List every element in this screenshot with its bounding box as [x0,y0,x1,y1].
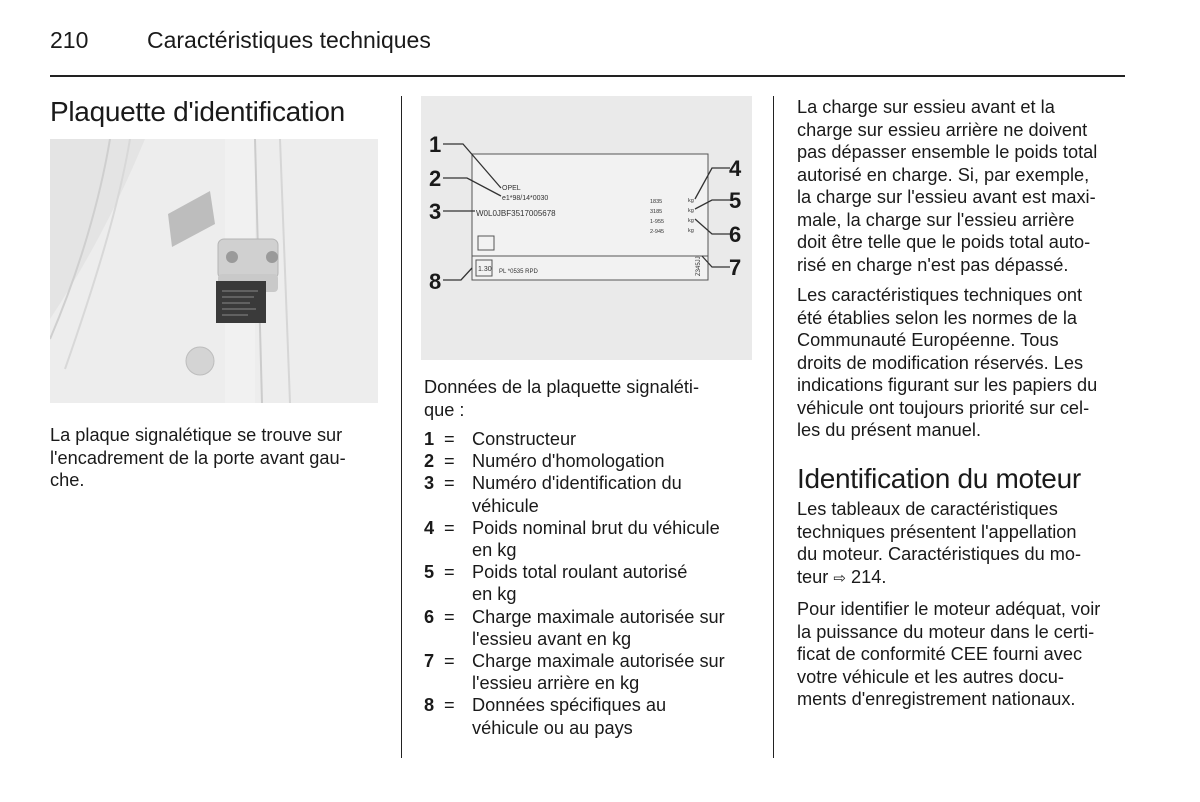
text-line: Données de la plaquette signaléti- [424,377,700,397]
callout-5: 5 [729,188,742,213]
text-line: Poids nominal brut du véhicule [472,517,720,538]
plate-weight-1: 1835 [650,199,663,205]
plate-legend [424,428,764,739]
engine-id-paragraphs [797,498,1132,711]
door-frame-photo [50,139,378,403]
text-line: droits de modification réservés. Les [797,352,1084,373]
text-line: été établies selon les normes de la [797,307,1078,328]
text-line: che. [50,470,85,490]
legend-number: 7 [424,651,435,672]
legend-description [472,428,764,450]
header-rule [50,75,1125,77]
legend-number: 2 [424,451,435,472]
axle-load-paragraphs [797,96,1132,442]
callout-6: 6 [729,222,742,247]
text-line: Les tableaux de caractéristiques [797,499,1058,519]
plate-unit-2: kg [688,208,694,214]
plate-weight-2: 3185 [650,209,663,215]
page-reference-arrow-icon[interactable]: ⇨ [833,569,846,587]
text-line: Données spécifiques au [472,695,667,716]
text-line: Communauté Européenne. Tous [797,330,1059,350]
legend-description [472,561,764,605]
column-divider-2 [773,96,774,758]
text-line: Poids total roulant autorisé [472,562,688,583]
legend-item [424,428,764,450]
plate-diagram-svg [421,96,752,360]
legend-number: 6 [424,606,435,627]
plate-side-code: Z345JJ [696,256,702,276]
text-line: les du présent manuel. [797,420,982,440]
text-fragment: teur [797,566,829,587]
text-line: male, la charge sur l'essieu arrière [797,209,1075,230]
callout-3: 3 [429,199,442,224]
text-line: l'essieu arrière en kg [472,673,640,694]
legend-number: 5 [424,562,435,583]
text-line: Numéro d'identification du [472,473,682,494]
plate-bottom-text: PL *0535 RPD [499,269,538,275]
legend-equals: = [444,606,455,627]
legend-item [424,650,764,694]
callout-7: 7 [729,255,742,280]
legend-equals: = [444,517,455,538]
legend-item [424,472,764,516]
text-line: en kg [472,540,517,561]
legend-item [424,694,764,738]
page-header-title: Caractéristiques techniques [147,27,431,53]
legend-equals: = [444,429,455,449]
callout-4: 4 [729,156,742,181]
callout-8: 8 [429,269,442,294]
plate-line-homologation: e1*98/14*0030 [502,195,549,202]
text-line: Pour identifier le moteur adéquat, voir [797,599,1101,619]
legend-number: 1 [424,429,435,449]
text-line: véhicule ou au pays [472,717,633,738]
page-number: 210 [50,27,89,53]
legend-description [472,650,764,694]
section-heading-plaquette: Plaquette d'identification [50,96,345,127]
text-line: Constructeur [472,429,577,449]
plate-caption [424,376,754,421]
column-divider-1 [401,96,402,758]
text-line: la puissance du moteur dans le certi- [797,621,1095,642]
text-line: charge sur essieu arrière ne doivent [797,119,1088,140]
legend-number: 4 [424,517,435,538]
page-reference-link[interactable]: 214. [851,566,887,587]
legend-description [472,517,764,561]
plate-weight-4: 2-945 [650,229,665,235]
plate-weight-3: 1-955 [650,219,665,225]
text-line: La plaque signalétique se trouve sur [50,425,343,445]
legend-description [472,450,764,472]
text-line: doit être telle que le poids total auto- [797,232,1091,252]
text-line: véhicule ont toujours priorité sur cel- [797,397,1090,418]
text-line: La charge sur essieu avant et la [797,97,1055,117]
text-line: pas dépasser ensemble le poids total [797,142,1098,162]
text-line: véhicule [472,495,539,516]
legend-description [472,472,764,516]
callout-2: 2 [429,166,442,191]
legend-equals: = [444,651,455,672]
legend-number: 3 [424,473,435,494]
plate-line-opel: OPEL [502,185,521,192]
plate-unit-3: kg [688,218,694,224]
text-line: du moteur. Caractéristiques du mo- [797,544,1082,564]
plate-line-vin: W0L0JBF3517005678 [476,209,556,218]
text-line: ments d'enregistrement nationaux. [797,689,1076,709]
legend-item [424,561,764,605]
text-line: risé en charge n'est pas dépassé. [797,254,1069,275]
text-line: techniques présentent l'appellation [797,521,1077,542]
section-heading-moteur: Identification du moteur [797,463,1081,494]
text-line: en kg [472,584,517,605]
text-line: l'encadrement de la porte avant gau- [50,447,346,468]
legend-item [424,606,764,650]
text-line [797,566,1132,591]
legend-equals: = [444,695,455,716]
legend-equals: = [444,562,455,583]
plate-unit-4: kg [688,228,694,234]
legend-item [424,517,764,561]
text-line: Charge maximale autorisée sur [472,651,725,672]
legend-description [472,606,764,650]
text-line: Numéro d'homologation [472,451,665,472]
text-line: la charge sur l'essieu avant est maxi- [797,187,1096,207]
legend-number: 8 [424,695,435,716]
legend-description [472,694,764,738]
text-line: indications figurant sur les papiers du [797,375,1098,395]
text-line: ficat de conformité CEE fourni avec [797,644,1083,664]
text-line: Les caractéristiques techniques ont [797,285,1083,305]
text-line: que : [424,399,465,420]
plate-unit-1: kg [688,198,694,204]
text-line: Charge maximale autorisée sur [472,606,725,627]
legend-item [424,450,764,472]
legend-equals: = [444,451,455,472]
text-line: votre véhicule et les autres docu- [797,666,1064,687]
plate-location-paragraph [50,424,380,492]
text-line: autorisé en charge. Si, par exemple, [797,164,1090,185]
legend-equals: = [444,473,455,494]
plate-bottom-code: 1.30 [478,266,492,273]
door-frame-illustration [50,139,378,403]
text-line: l'essieu avant en kg [472,628,632,649]
callout-1: 1 [429,132,442,157]
identification-plate-diagram [421,96,752,360]
